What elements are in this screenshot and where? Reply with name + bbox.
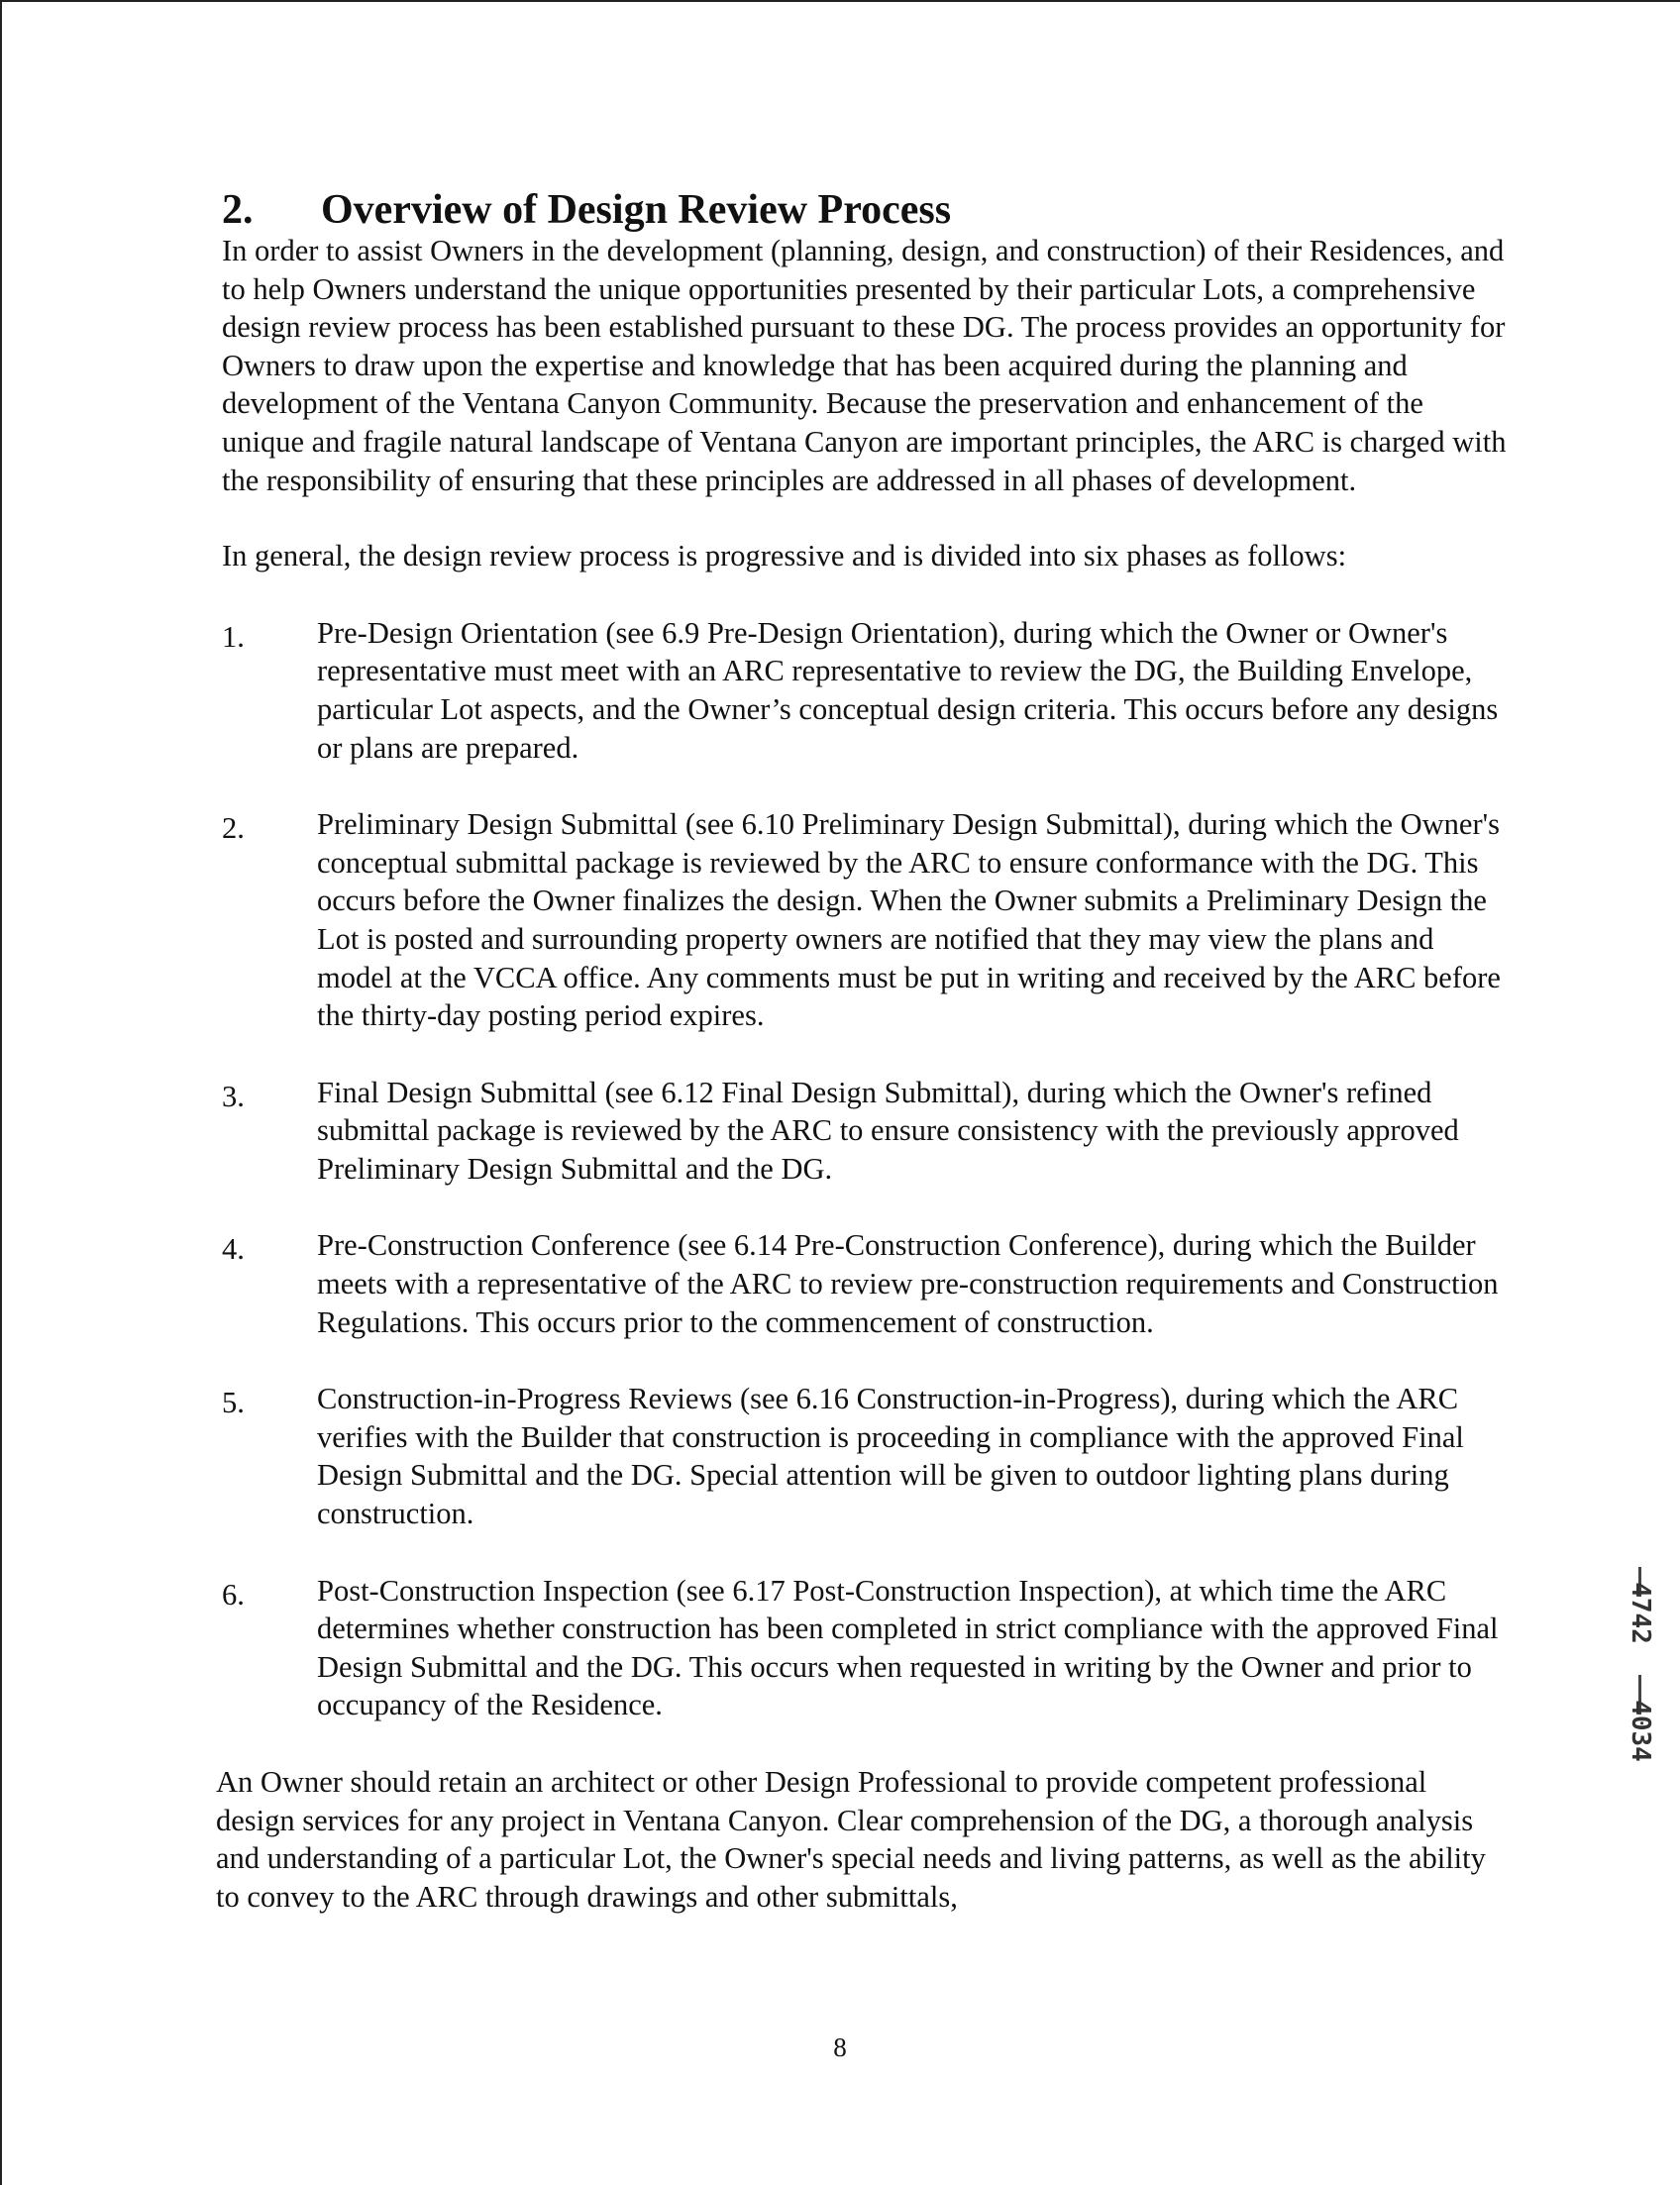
phase-item <box>222 1572 1510 1724</box>
section-number: 2. <box>222 187 254 233</box>
phase-item <box>222 614 1510 767</box>
recording-stamp <box>1625 1567 1654 1884</box>
phase-number: 4. <box>222 1232 245 1267</box>
phase-number: 1. <box>222 619 245 654</box>
page-number: 8 <box>833 2032 847 2062</box>
phase-number: 3. <box>222 1079 245 1113</box>
closing-paragraph: An Owner should retain an architect or other Design Professional to provide competent professional design services for any project in Ventana Canyon. Clear comprehension of the DG, a thorough analysis and understanding of a particular Lot, the Owner's special needs and living patterns, as well as the ability to convey to the ARC through drawings and other submittals, <box>216 1765 1486 1914</box>
phase-item <box>222 1226 1510 1341</box>
phase-list <box>222 614 1510 1724</box>
phase-text: Final Design Submittal (see 6.12 Final Design Submittal), during which the Owner's refined submittal package is reviewed by the ARC to ensure consistency with the previously approved Preliminary Design Submittal and the DG. <box>317 1075 1459 1186</box>
page-edge-left <box>0 0 2 2185</box>
phase-text: Construction-in-Progress Reviews (see 6.16 Construction-in-Progress), during which the ARC verifies with the Builder that construction is proceeding in compliance with the approved Final Design Submittal and the DG. Special attention will be given to outdoor lighting plans during construction. <box>317 1382 1464 1531</box>
intro-paragraph: In order to assist Owners in the development (planning, design, and construction) of their Residences, and to help Owners understand the unique opportunities presented by their particular Lots, a comprehensive design review process has been established pursuant to these DG. The process provides an opportunity for Owners to draw upon the expertise and knowledge that has been acquired during the planning and development of the Ventana Canyon Community. Because the preservation and enhancement of the unique and fragile natural landscape of Ventana Canyon are important principles, the ARC is charged with the responsibility of ensuring that these principles are addressed in all phases of development. <box>222 234 1507 497</box>
phase-number: 2. <box>222 811 245 846</box>
phase-item <box>222 1074 1510 1189</box>
phase-number: 6. <box>222 1577 245 1612</box>
phase-item <box>222 1380 1510 1532</box>
stamp-number-bottom: 4034 <box>1625 1700 1655 1762</box>
phase-text: Preliminary Design Submittal (see 6.10 Preliminary Design Submittal), during which the Owner's conceptual submittal package is reviewed by the ARC to ensure conformance with the DG. This occurs before the Owner finalizes the design. When the Owner submits a Preliminary Design the Lot is posted and surrounding property owners are notified that they may view the plans and model at the VCCA office. Any comments must be put in writing and received by the ARC before the thirty-day posting period expires. <box>317 807 1501 1033</box>
phase-text: Post-Construction Inspection (see 6.17 Post-Construction Inspection), at which time the ARC determines whether construction has been completed in strict compliance with the approved Final Design Submittal and the DG. This occurs when requested in writing by the Owner and prior to occupancy of the Residence. <box>317 1573 1499 1722</box>
phase-item <box>222 805 1510 1035</box>
page-edge-top <box>0 0 1680 2</box>
document-body <box>216 187 1510 1916</box>
phase-number: 5. <box>222 1386 245 1420</box>
lead-paragraph: In general, the design review process is progressive and is divided into six phases as follows: <box>222 539 1347 573</box>
section-title: Overview of Design Review Process <box>321 187 952 233</box>
phase-text: Pre-Construction Conference (see 6.14 Pre-Construction Conference), during which the Builder meets with a representative of the ARC to review pre-construction requirements and Construction Regulations. This occurs prior to the commencement of construction. <box>317 1228 1499 1339</box>
stamp-number-top: 4742 <box>1625 1582 1655 1644</box>
section-heading <box>222 188 1510 232</box>
phase-text: Pre-Design Orientation (see 6.9 Pre-Design Orientation), during which the Owner or Owner's representative must meet with an ARC representative to review the DG, the Building Envelope, particular Lot aspects, and the Owner’s conceptual design criteria. This occurs before any designs or plans are prepared. <box>317 615 1499 765</box>
